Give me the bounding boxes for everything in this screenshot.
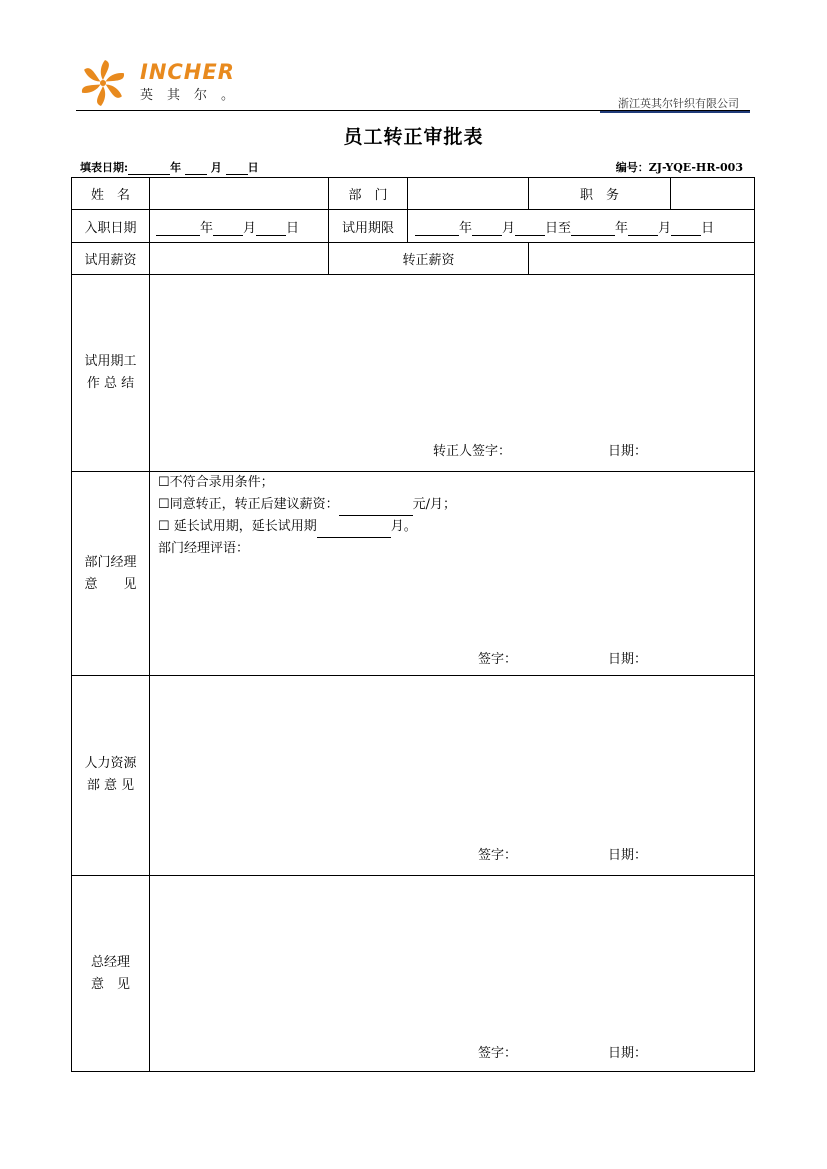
- fill-year-blank[interactable]: [128, 162, 170, 175]
- trial-end-month-blank[interactable]: [628, 222, 658, 236]
- hire-year-blank[interactable]: [156, 222, 200, 236]
- hire-date-label: 入职日期: [84, 220, 137, 236]
- summary-label: [72, 351, 149, 395]
- form-code: 编号：ZJ-YQE-HR-003: [615, 161, 743, 174]
- dept-manager-label-line2: 意 见: [84, 577, 137, 592]
- option-approve-text: ☐同意转正，转正后建议薪资：: [158, 497, 339, 512]
- fill-year-unit: 年: [170, 161, 182, 174]
- dept-manager-sign-label: 签字：: [478, 652, 518, 667]
- trial-end-day-blank[interactable]: [671, 222, 701, 236]
- gm-opinion-field[interactable]: [150, 876, 755, 1036]
- trial-period-label: 试用期限: [341, 220, 394, 236]
- trial-end-year-unit: 年: [615, 221, 629, 236]
- trial-start-month-unit: 月: [502, 221, 516, 236]
- position-label: 职 务: [579, 188, 619, 203]
- position-field[interactable]: [671, 178, 755, 209]
- hire-date-field[interactable]: [156, 217, 299, 236]
- dept-field[interactable]: [408, 178, 528, 209]
- option-extend-text: ☐ 延长试用期，延长试用期: [158, 519, 317, 534]
- trial-end-year-blank[interactable]: [571, 222, 615, 236]
- summary-date-label: 日期：: [608, 444, 648, 459]
- dept-manager-label: [72, 552, 149, 596]
- hire-day-unit: 日: [286, 221, 300, 236]
- option-not-qualified[interactable]: ☐不符合录用条件；: [158, 475, 274, 490]
- logo-chinese-name: 英其尔。: [140, 88, 249, 103]
- fill-month-unit: 月: [210, 161, 222, 174]
- gm-label: [72, 952, 149, 996]
- regular-salary-label: 转正薪资: [402, 253, 455, 268]
- suggested-salary-blank[interactable]: [339, 502, 413, 516]
- dept-manager-date-label: 日期：: [608, 652, 648, 667]
- option-approve[interactable]: [158, 494, 456, 516]
- trial-start-day-blank[interactable]: [515, 222, 545, 236]
- gm-date-label: 日期：: [608, 1046, 648, 1061]
- hr-sign-label: 签字：: [478, 848, 518, 863]
- approval-form-table: [71, 177, 755, 1072]
- option-extend-unit: 月。: [390, 519, 417, 534]
- name-label: 姓 名: [90, 188, 130, 203]
- fill-date: [80, 159, 259, 175]
- fill-month-blank[interactable]: [185, 162, 207, 175]
- extension-months-blank[interactable]: [317, 524, 391, 538]
- fill-date-label: 填表日期:: [80, 161, 129, 174]
- hr-label-line2: 部 意 见: [86, 778, 135, 793]
- gm-label-line1: 总经理: [90, 955, 130, 970]
- trial-start-month-blank[interactable]: [472, 222, 502, 236]
- regular-salary-field[interactable]: [529, 243, 755, 274]
- trial-start-year-blank[interactable]: [415, 222, 459, 236]
- dept-manager-options: [158, 472, 456, 560]
- company-name: 浙江英其尔针织有限公司: [618, 97, 739, 110]
- trial-end-month-unit: 月: [658, 221, 672, 236]
- row-divider: [72, 209, 754, 210]
- logo-wordmark: INCHER: [140, 60, 235, 84]
- option-approve-unit: 元/月；: [412, 497, 457, 512]
- fill-day-blank[interactable]: [226, 162, 248, 175]
- hire-month-blank[interactable]: [213, 222, 243, 236]
- dept-label: 部 门: [348, 188, 388, 203]
- summary-field[interactable]: [150, 275, 755, 435]
- trial-salary-label: 试用薪资: [84, 253, 137, 268]
- hr-label-line1: 人力资源: [84, 756, 137, 771]
- company-logo-icon: [78, 58, 128, 108]
- hr-date-label: 日期：: [608, 848, 648, 863]
- header-accent-rule: [600, 111, 750, 113]
- fill-day-unit: 日: [247, 161, 259, 174]
- trial-period-field[interactable]: [415, 217, 714, 236]
- trial-start-year-unit: 年: [459, 221, 473, 236]
- form-title: 员工转正审批表: [343, 126, 484, 148]
- trial-salary-field[interactable]: [150, 243, 328, 274]
- dept-manager-comment-label: 部门经理评语：: [158, 541, 250, 556]
- gm-label-line2: 意 见: [90, 977, 130, 992]
- option-extend[interactable]: [158, 516, 456, 538]
- hr-opinion-field[interactable]: [150, 676, 755, 836]
- hire-day-blank[interactable]: [256, 222, 286, 236]
- summary-label-line2: 作 总 结: [86, 376, 135, 391]
- dept-manager-label-line1: 部门经理: [84, 555, 137, 570]
- trial-start-day-unit: 日至: [545, 221, 572, 236]
- gm-sign-label: 签字：: [478, 1046, 518, 1061]
- summary-label-line1: 试用期工: [84, 354, 137, 369]
- hire-year-unit: 年: [200, 221, 214, 236]
- name-field[interactable]: [150, 178, 328, 209]
- hr-label: [72, 753, 149, 797]
- trial-end-day-unit: 日: [701, 221, 715, 236]
- hire-month-unit: 月: [243, 221, 257, 236]
- applicant-sign-label: 转正人签字：: [433, 444, 512, 459]
